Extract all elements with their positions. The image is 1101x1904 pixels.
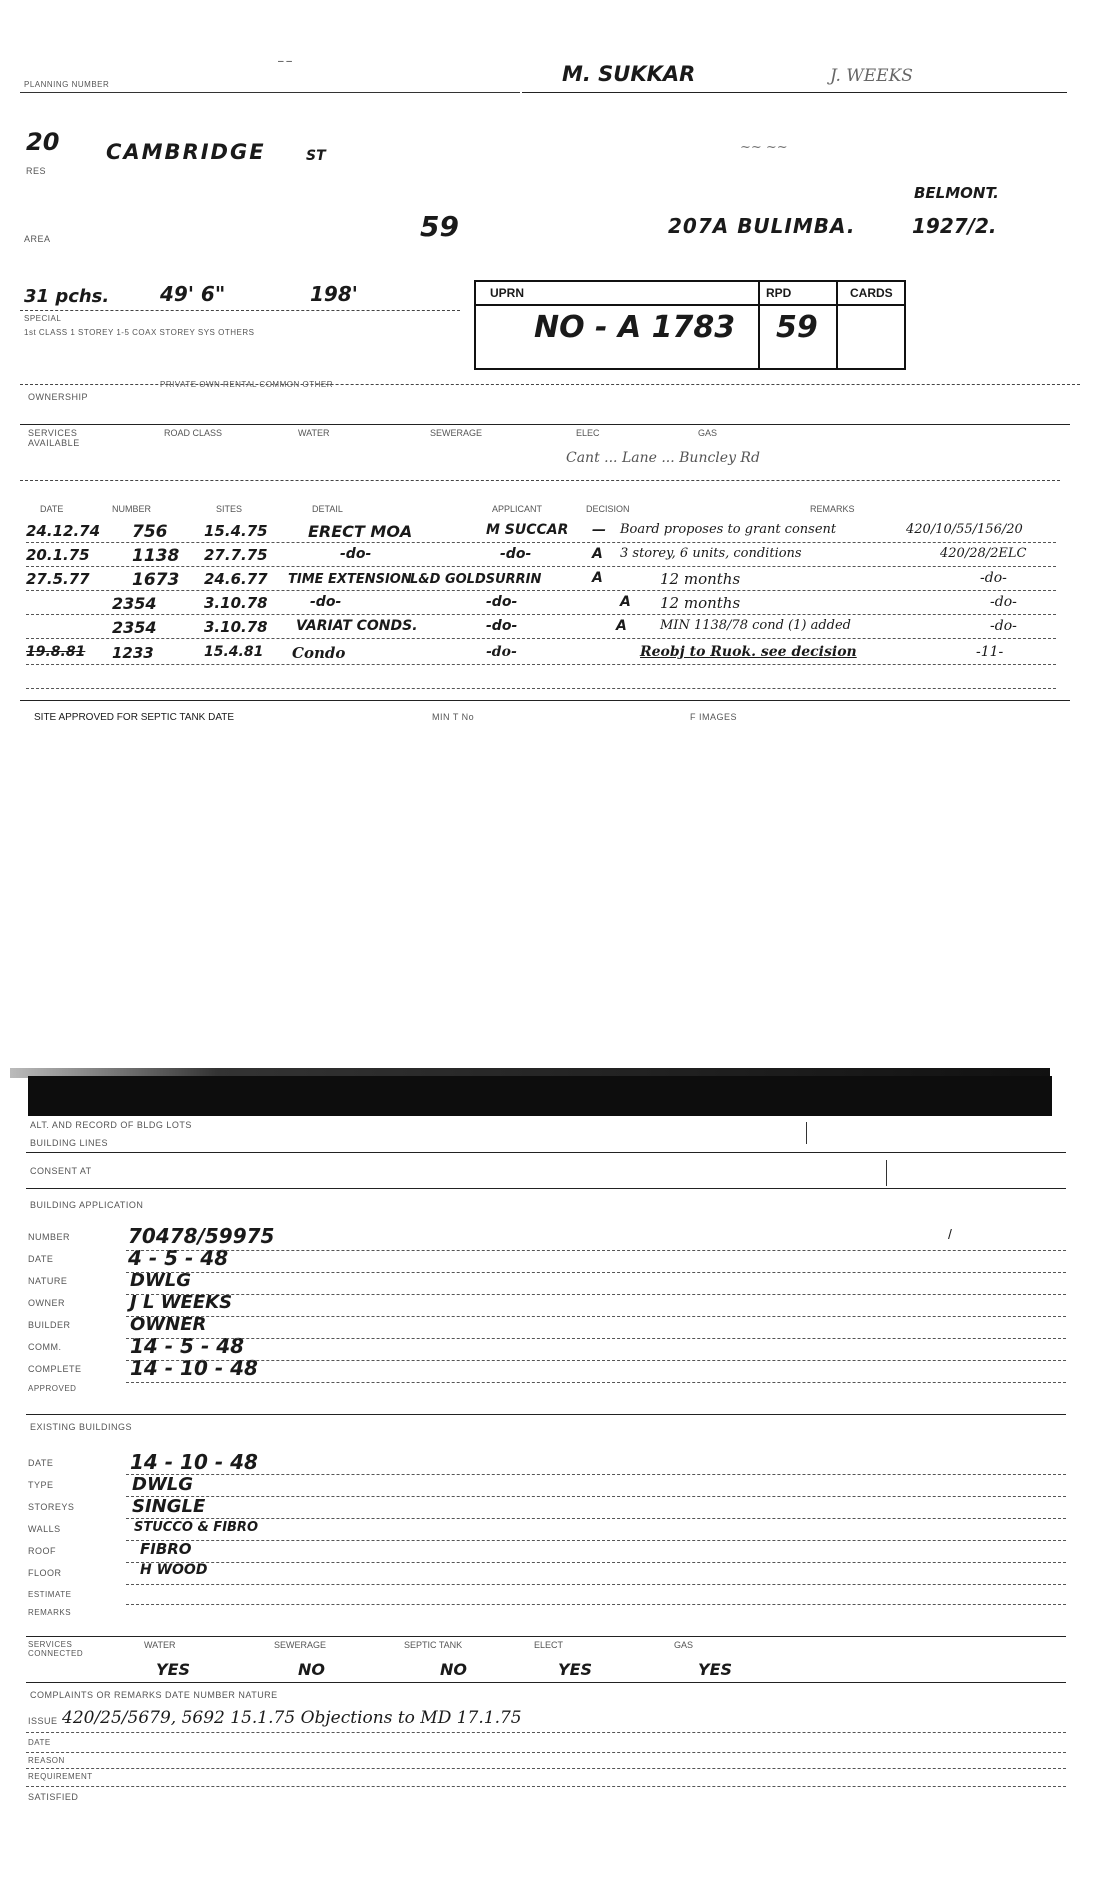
- row-decision: —: [592, 522, 606, 538]
- service-gas: YES: [698, 1660, 733, 1679]
- row-sites: 3.10.78: [204, 594, 268, 612]
- uprn-label: UPRN: [490, 286, 525, 300]
- row-remarks: Reobj to Ruok. see decision: [640, 644, 857, 660]
- year: 1927/2.: [912, 214, 997, 238]
- field-label: NUMBER: [28, 1232, 71, 1242]
- row-decision: A: [592, 546, 603, 562]
- row-decision: A: [616, 618, 627, 634]
- service-sewerage: NO: [298, 1660, 325, 1679]
- ownership-label: OWNERSHIP: [28, 392, 89, 402]
- lot-frontage: 49' 6": [160, 282, 226, 306]
- cards-label: CARDS: [850, 286, 893, 300]
- service-septic: NO: [440, 1660, 467, 1679]
- row-remarks: Board proposes to grant consent: [620, 522, 837, 537]
- row-applicant: -do-: [486, 594, 518, 610]
- field-label: ESTIMATE: [28, 1590, 72, 1599]
- row-number: 1138: [132, 546, 180, 566]
- existing-roof: FIBRO: [140, 1540, 192, 1558]
- service-elect: YES: [558, 1660, 593, 1679]
- services-available-label: SERVICES AVAILABLE: [28, 428, 80, 448]
- issue-value: 420/25/5679, 5692 15.1.75 Objections to MD 17.1.75: [62, 1708, 522, 1728]
- area-value: 59: [420, 210, 459, 243]
- row-detail: Condo: [292, 644, 346, 662]
- row-ref: -11-: [976, 644, 1004, 660]
- site-approved-label: SITE APPROVED FOR SEPTIC TANK DATE: [34, 712, 235, 723]
- services-connected-label: SERVICES CONNECTED: [28, 1640, 84, 1658]
- existing-date: 14 - 10 - 48: [130, 1450, 258, 1474]
- bldg-app-complete: 14 - 10 - 48: [130, 1356, 258, 1380]
- uprn-value: NO - A 1783: [534, 310, 736, 345]
- images-label: F IMAGES: [690, 712, 738, 722]
- row-sites: 24.6.77: [204, 570, 268, 588]
- field-label: COMPLETE: [28, 1364, 82, 1374]
- service-label: ELECT: [534, 1640, 564, 1650]
- row-date: 27.5.77: [26, 570, 90, 588]
- record-label: ALT. AND RECORD OF BLDG LOTS: [30, 1120, 192, 1130]
- services-col-road: ROAD CLASS: [164, 428, 223, 438]
- row-remarks: MIN 1138/78 cond (1) added: [660, 618, 851, 633]
- service-label: SEPTIC TANK: [404, 1640, 463, 1650]
- res-label: RES: [26, 166, 47, 176]
- services-col-sewerage: SEWERAGE: [430, 428, 483, 438]
- existing-type: DWLG: [132, 1474, 194, 1495]
- row-remarks: 3 storey, 6 units, conditions: [620, 546, 802, 561]
- services-note: Cant ... Lane ... Buncley Rd: [566, 450, 760, 466]
- field-label: COMM.: [28, 1342, 62, 1352]
- planning-number-label: PLANNING NUMBER: [24, 80, 110, 89]
- existing-buildings-label: EXISTING BUILDINGS: [30, 1422, 133, 1432]
- existing-storeys: SINGLE: [132, 1496, 206, 1517]
- bottom-label: DATE: [28, 1738, 51, 1747]
- row-number: 756: [132, 522, 168, 542]
- street-name: CAMBRIDGE: [106, 140, 266, 164]
- bottom-label: REASON: [28, 1756, 65, 1765]
- service-label: GAS: [674, 1640, 694, 1650]
- row-applicant: -do-: [486, 618, 518, 634]
- bottom-label: SATISFIED: [28, 1792, 79, 1802]
- issue-label: ISSUE: [28, 1716, 58, 1726]
- field-label: APPROVED: [28, 1384, 77, 1393]
- row-sites: 27.7.75: [204, 546, 268, 564]
- row-ref: -do-: [990, 618, 1017, 634]
- row-applicant: L&D GOLDSURRIN: [410, 572, 542, 587]
- applicant-name: M. SUKKAR: [562, 62, 696, 86]
- bottom-label: REQUIREMENT: [28, 1772, 93, 1781]
- row-decision: A: [592, 570, 603, 586]
- field-label: TYPE: [28, 1480, 54, 1490]
- building-lines-label: BUILDING LINES: [30, 1138, 109, 1148]
- row-date: 24.12.74: [26, 522, 101, 540]
- services-col-water: WATER: [298, 428, 330, 438]
- building-application-label: BUILDING APPLICATION: [30, 1200, 144, 1210]
- field-label: DATE: [28, 1254, 54, 1264]
- bldg-app-date: 4 - 5 - 48: [128, 1246, 229, 1270]
- col-number: NUMBER: [112, 504, 152, 514]
- service-water: YES: [156, 1660, 191, 1679]
- row-applicant: -do-: [486, 644, 517, 660]
- col-remarks: REMARKS: [810, 504, 855, 514]
- col-detail: DETAIL: [312, 504, 343, 514]
- owner-name: J. WEEKS: [830, 66, 913, 86]
- street-number: 20: [26, 128, 60, 156]
- lot-depth: 198': [310, 282, 358, 306]
- special-label: SPECIAL: [24, 314, 62, 323]
- uprn-box: [474, 280, 906, 370]
- row-sites: 15.4.81: [204, 644, 264, 660]
- row-remarks: 12 months: [660, 570, 741, 588]
- row-detail: VARIAT CONDS.: [296, 618, 418, 634]
- field-label: BUILDER: [28, 1320, 71, 1330]
- area-label: AREA: [24, 234, 51, 244]
- field-label: STOREYS: [28, 1502, 75, 1512]
- field-label: REMARKS: [28, 1608, 72, 1617]
- row-decision: A: [620, 594, 631, 610]
- row-sites: 3.10.78: [204, 618, 268, 636]
- class-label: 1st CLASS 1 STOREY 1-5 COAX STOREY SYS OTHERS: [24, 328, 255, 337]
- field-label: ROOF: [28, 1546, 56, 1556]
- row-number: 2354: [112, 594, 157, 613]
- col-sites: SITES: [216, 504, 243, 514]
- row-ref: 420/10/55/156/20: [906, 522, 1023, 537]
- lot-size: 31 pchs.: [24, 286, 110, 307]
- suburb: BELMONT.: [914, 184, 999, 202]
- bldg-app-nature: DWLG: [130, 1270, 192, 1291]
- services-col-gas: GAS: [698, 428, 718, 438]
- existing-walls: STUCCO & FIBRO: [134, 1520, 258, 1535]
- bldg-app-number: 70478/59975: [128, 1224, 275, 1248]
- services-col-elec: ELEC: [576, 428, 600, 438]
- row-sites: 15.4.75: [204, 522, 268, 540]
- row-detail: TIME EXTENSION: [288, 572, 412, 587]
- service-label: SEWERAGE: [274, 1640, 327, 1650]
- street-type: ST: [306, 148, 326, 164]
- field-label: OWNER: [28, 1298, 65, 1308]
- row-detail: -do-: [340, 546, 372, 562]
- col-applicant: APPLICANT: [492, 504, 543, 514]
- row-applicant: M SUCCAR: [486, 522, 569, 538]
- field-label: FLOOR: [28, 1568, 62, 1578]
- row-date: 20.1.75: [26, 546, 90, 564]
- row-detail: -do-: [310, 594, 342, 610]
- row-detail: ERECT MOA: [308, 522, 413, 541]
- service-label: WATER: [144, 1640, 176, 1650]
- row-applicant: -do-: [500, 546, 532, 562]
- consent-at-label: CONSENT AT: [30, 1166, 92, 1176]
- rpd-label: RPD: [766, 286, 792, 300]
- row-remarks: 12 months: [660, 594, 741, 612]
- row-ref: -do-: [990, 594, 1017, 610]
- field-label: NATURE: [28, 1276, 68, 1286]
- min-label: MIN T No: [432, 712, 475, 722]
- existing-floor: H WOOD: [140, 1562, 208, 1578]
- col-date: DATE: [40, 504, 64, 514]
- row-number: 1673: [132, 570, 180, 590]
- row-ref: 420/28/2ELC: [940, 546, 1027, 561]
- row-number: 2354: [112, 618, 157, 637]
- field-label: DATE: [28, 1458, 54, 1468]
- bldg-app-commenced: 14 - 5 - 48: [130, 1334, 245, 1358]
- complaints-label: COMPLAINTS OR REMARKS DATE NUMBER NATURE: [30, 1690, 278, 1700]
- row-number: 1233: [112, 644, 154, 662]
- rpd-value: 59: [776, 310, 818, 345]
- bldg-app-owner: J L WEEKS: [130, 1292, 233, 1313]
- row-date: 19.8.81: [26, 644, 86, 660]
- bldg-app-builder: OWNER: [130, 1314, 207, 1335]
- field-label: WALLS: [28, 1524, 61, 1534]
- parish: 207A BULIMBA.: [668, 214, 856, 238]
- col-decision: DECISION: [586, 504, 630, 514]
- row-ref: -do-: [980, 570, 1007, 586]
- ownership-options: PRIVATE OWN RENTAL COMMON OTHER: [160, 380, 333, 389]
- scan-band: [28, 1076, 1052, 1116]
